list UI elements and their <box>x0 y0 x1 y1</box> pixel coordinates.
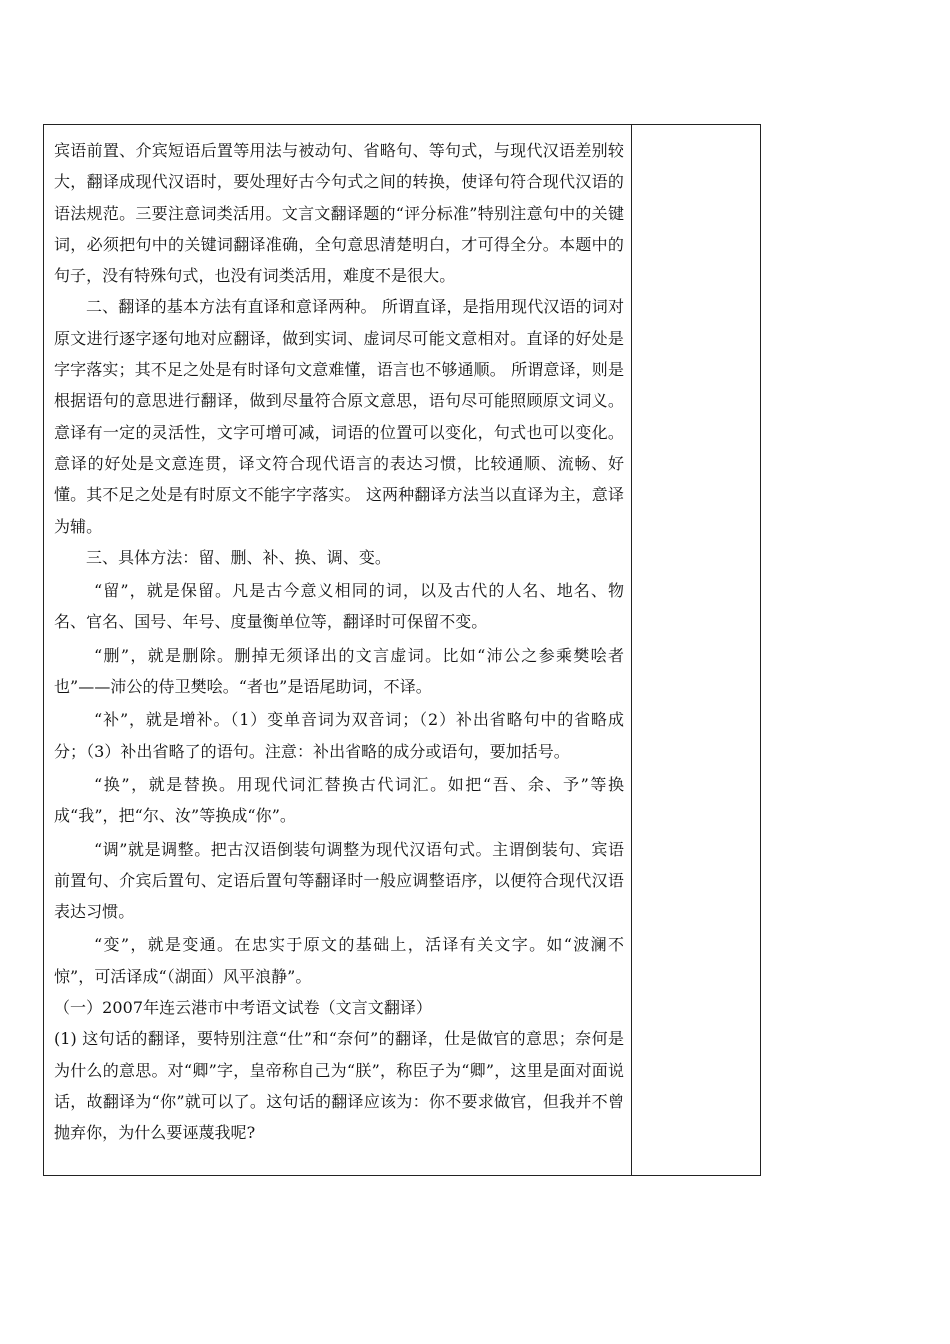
paragraph-method-adjust: “调”就是调整。把古汉语倒装句调整为现代汉语句式。主谓倒装句、宾语前置句、介宾后置句、定语后置句等翻译时一般应调整语序，以便符合现代汉语表达习惯。 <box>54 839 624 922</box>
paragraph-method-supplement: “补”，就是增补。（1）变单音词为双音词；（2）补出省略句中的省略成分；（3）补出省略了的语句。注意：补出省略的成分或语句，要加括号。 <box>54 710 624 761</box>
paragraph-exam-heading: （一）2007年连云港市中考语文试卷（文言文翻译） <box>54 998 432 1018</box>
paragraph-method-delete: “删”，就是删除。删掉无须译出的文言虚词。比如“沛公之参乘樊哙者也”——沛公的侍卫樊哙。“者也”是语尾助词，不译。 <box>54 645 624 697</box>
document-table <box>43 124 761 1176</box>
paragraph-method-change: “变”，就是变通。在忠实于原文的基础上，活译有关文字。如“波澜不惊”，可活译成“（湖面）风平浪静”。 <box>54 935 624 986</box>
paragraph-translation-methods: 二、翻译的基本方法有直译和意译两种。 所谓直译，是指用现代汉语的词对原文进行逐字逐句地对应翻译，做到实词、虚词尽可能文意相对。直译的好处是字字落实；其不足之处是有时译句文意难懂，语言也不够通顺。 所谓意译，则是根据语句的意思进行翻译，做到尽量符合原文意思，语句尽可能照顾原文词义。意译有一定的灵活性，文字可增可减，词语的位置可以变化，句式也可以变化。意译的好处是文意连贯，译文符合现代语言的表达习惯，比较通顺、流畅、好懂。其不足之处是有时原文不能字字落实。 这两种翻译方法当以直译为主，意译为辅。 <box>54 297 624 536</box>
notes-cell <box>632 125 760 1175</box>
paragraph-method-keep: “留”，就是保留。凡是古今意义相同的词，以及古代的人名、地名、物名、官名、国号、年号、度量衡单位等，翻译时可保留不变。 <box>54 581 624 632</box>
paragraph-specific-methods-heading: 三、具体方法：留、删、补、换、调、变。 <box>86 547 391 567</box>
paragraph-sentence-structure: 宾语前置、介宾短语后置等用法与被动句、省略句、等句式，与现代汉语差别较大，翻译成现代汉语时，要处理好古今句式之间的转换，使译句符合现代汉语的语法规范。三要注意词类活用。文言文翻译题的“评分标准”特别注意句中的关键词，必须把句中的关键词翻译准确，全句意思清楚明白，才可得全分。本题中的句子，没有特殊句式，也没有词类活用，难度不是很大。 <box>54 141 624 286</box>
content-cell <box>54 135 624 1149</box>
paragraph-method-replace: “换”，就是替换。用现代词汇替换古代词汇。如把“吾、余、予”等换成“我”，把“尔、汝”等换成“你”。 <box>54 774 624 826</box>
paragraph-exam-answer: (1) 这句话的翻译，要特别注意“仕”和“奈何”的翻译，仕是做官的意思；奈何是为什么的意思。对“卿”字，皇帝称自己为“朕”，称臣子为“卿”，这里是面对面说话，故翻译为“你”就可以了。这句话的翻译应该为：你不要求做官，但我并不曾抛弃你，为什么要诬蔑我呢? <box>54 1029 624 1143</box>
